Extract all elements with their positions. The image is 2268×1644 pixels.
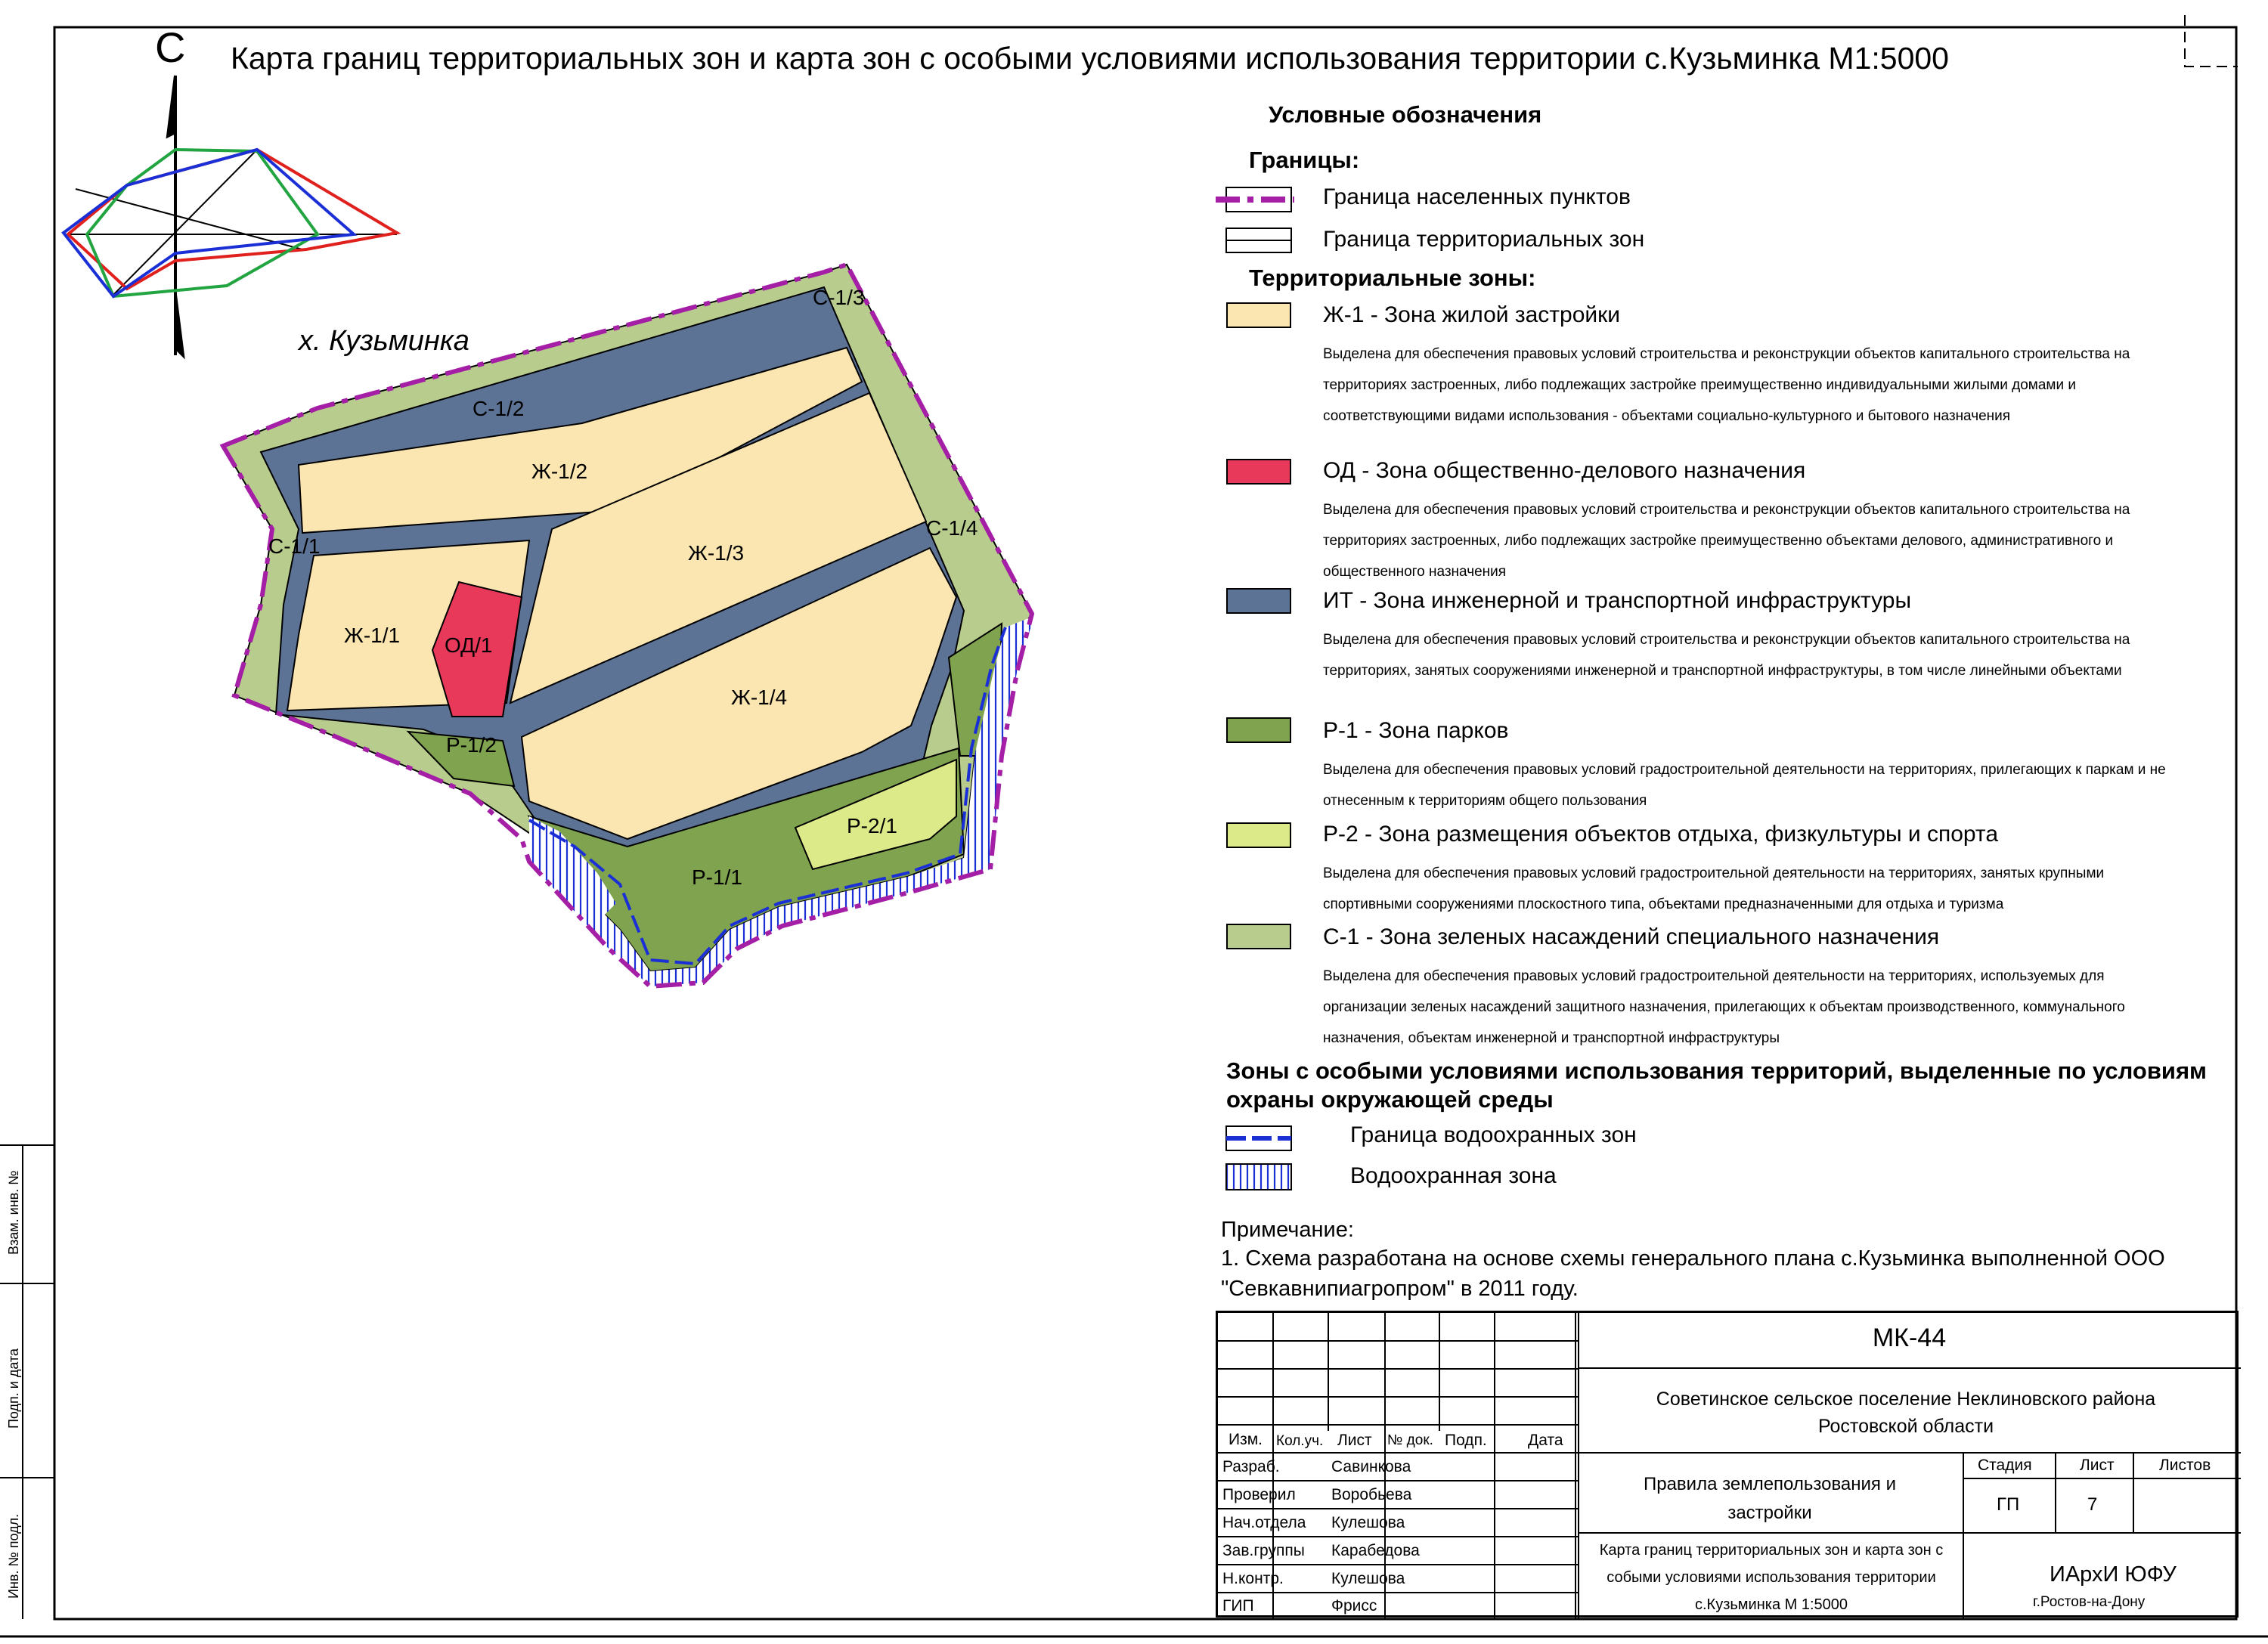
name-4: Карабедова <box>1331 1542 1420 1559</box>
stage-value: ГП <box>1997 1494 2020 1515</box>
col-date: Дата <box>1528 1432 1563 1449</box>
name-3: Кулешова <box>1331 1514 1405 1531</box>
legend-zones-heading: Территориальные зоны: <box>1249 265 1536 291</box>
legend-od-desc: Выделена для обеспечения правовых условий строительства и реконструкции объектов капитального строительства на территориях застроенных, либо подлежащих застройке преимущественно объектами делового, административного и общественного назначения <box>1323 502 2130 580</box>
sheet-head: Лист <box>2080 1457 2115 1474</box>
role-5: Н.контр. <box>1222 1570 1284 1587</box>
legend-od-label: ОД - Зона общественно-делового назначения <box>1323 458 1806 483</box>
role-1: Разраб. <box>1222 1458 1280 1475</box>
legend-water-zone-swatch <box>1226 1164 1291 1190</box>
stamp-sheet-title: Карта границ территориальных зон и карта зон с собыми условиями использования территории с.Кузьминка М 1:5000 <box>1599 1542 1944 1613</box>
label-p12: Р-1/2 <box>446 733 497 757</box>
swatch-p1 <box>1226 717 1291 743</box>
side-podp: Подп. и дата <box>6 1348 21 1429</box>
name-6: Фрисс <box>1331 1597 1377 1615</box>
col-kol: Кол.уч. <box>1276 1433 1324 1449</box>
label-c12: С-1/2 <box>472 397 525 420</box>
legend-title: Условные обозначения <box>1269 101 1542 128</box>
sheets-head: Листов <box>2159 1457 2211 1474</box>
map-title: Карта границ территориальных зон и карта зон с особыми условиями использования территории с.Кузьминка М1:5000 <box>231 41 1949 76</box>
role-2: Проверил <box>1222 1486 1296 1503</box>
legend-it-desc: Выделена для обеспечения правовых условий строительства и реконструкции объектов капитального строительства на территориях, занятых сооружениями инженерной и транспортной инфраструктуры, в том числе линейными объектами <box>1323 632 2130 679</box>
legend-water-border-label: Граница водоохранных зон <box>1350 1122 1637 1147</box>
legend-water-zone-label: Водоохранная зона <box>1350 1163 1557 1188</box>
sheet-corner-mark <box>2185 15 2238 67</box>
label-c13: С-1/3 <box>813 286 865 309</box>
side-vzam: Взам. инв. № <box>6 1170 21 1255</box>
legend-p1-label: Р-1 - Зона парков <box>1323 718 1509 743</box>
north-label: С <box>155 23 186 71</box>
name-5: Кулешова <box>1331 1570 1405 1587</box>
label-zh13: Ж-1/3 <box>688 541 745 565</box>
note-heading: Примечание: <box>1221 1218 1354 1242</box>
legend-c1-label: С-1 - Зона зеленых насаждений специального назначения <box>1323 924 1940 949</box>
legend-borders-heading: Границы: <box>1249 147 1360 173</box>
north-arrow-icon <box>168 76 175 136</box>
col-izm: Изм. <box>1228 1431 1263 1448</box>
swatch-p2 <box>1226 822 1291 848</box>
wind-rose <box>64 76 397 355</box>
col-list: Лист <box>1337 1432 1372 1449</box>
label-c14: С-1/4 <box>926 516 978 540</box>
name-1: Савинкова <box>1331 1458 1411 1475</box>
legend-settlement-label: Граница населенных пунктов <box>1323 184 1631 209</box>
role-6: ГИП <box>1222 1597 1254 1615</box>
swatch-c1 <box>1226 924 1291 949</box>
stamp-city: г.Ростов-на-Дону <box>2033 1594 2146 1610</box>
legend-p2-desc: Выделена для обеспечения правовых условий градостроительной деятельности на территориях, занятых крупными спортивными сооружениями плоскостного типа, объектами предназначенными для отдыха и туризма <box>1323 865 2105 912</box>
note-text: 1. Схема разработана на основе схемы генерального плана с.Кузьминка выполненной ООО "Севкавнипиагропром" в 2011 году. <box>1221 1246 2165 1301</box>
name-2: Воробьева <box>1331 1486 1412 1503</box>
label-c11: С-1/1 <box>268 534 321 558</box>
label-zh14: Ж-1/4 <box>731 686 788 709</box>
legend-zh1-desc: Выделена для обеспечения правовых условий строительства и реконструкции объектов капитального строительства на территориях застроенных, либо подлежащих застройке преимущественно индивидуальными жилыми домами и соответствующими видами использования - объектами социально-культурного и бытового назначения <box>1323 346 2130 424</box>
col-podp: Подп. <box>1445 1432 1487 1449</box>
swatch-od <box>1226 459 1291 485</box>
label-od1: ОД/1 <box>445 633 493 657</box>
legend-it-label: ИТ - Зона инженерной и транспортной инфраструктуры <box>1323 588 1912 613</box>
legend-c1-desc: Выделена для обеспечения правовых условий градостроительной деятельности на территориях, используемых для организации зеленых насаждений защитного назначения, прилегающих к объектам производственного, коммунального назначения, объектам инженерной и транспортной инфраструктуры <box>1323 968 2125 1046</box>
stamp-doc-title: Правила землепользования и застройки <box>1643 1474 1897 1523</box>
legend-zones-border-label: Граница территориальных зон <box>1323 227 1645 252</box>
label-p21: Р-2/1 <box>847 814 897 837</box>
legend-p1-desc: Выделена для обеспечения правовых условий градостроительной деятельности на территориях, прилегающих к паркам и не отнесенным к территориям общего пользования <box>1323 762 2166 809</box>
role-3: Нач.отдела <box>1222 1514 1306 1531</box>
label-p11: Р-1/1 <box>692 865 742 889</box>
village-label: х. Кузьминка <box>299 325 469 357</box>
title-block <box>1216 1311 2239 1618</box>
label-zh11: Ж-1/1 <box>344 624 401 647</box>
legend-symbols <box>1216 187 1294 1190</box>
sheet-value: 7 <box>2087 1494 2098 1515</box>
stamp-org: Советинское сельское поселение Неклиновского района Ростовской области <box>1656 1389 2156 1437</box>
col-doc: № док. <box>1387 1432 1433 1448</box>
legend-zh1-label: Ж-1 - Зона жилой застройки <box>1323 302 1621 327</box>
legend-p2-label: Р-2 - Зона размещения объектов отдыха, физкультуры и спорта <box>1323 822 1998 847</box>
swatch-it <box>1226 588 1291 614</box>
role-4: Зав.группы <box>1222 1542 1305 1559</box>
stamp-code: МК-44 <box>1872 1324 1947 1352</box>
stamp-company: ИАрхИ ЮФУ <box>2050 1562 2177 1587</box>
side-inv: Инв. № подл. <box>6 1513 21 1599</box>
legend-special-heading: Зоны с особыми условиями использования территорий, выделенные по условиям охраны окружающей среды <box>1226 1057 2207 1113</box>
swatch-zh1 <box>1226 302 1291 328</box>
label-zh12: Ж-1/2 <box>531 460 588 483</box>
stage-head: Стадия <box>1978 1457 2032 1474</box>
